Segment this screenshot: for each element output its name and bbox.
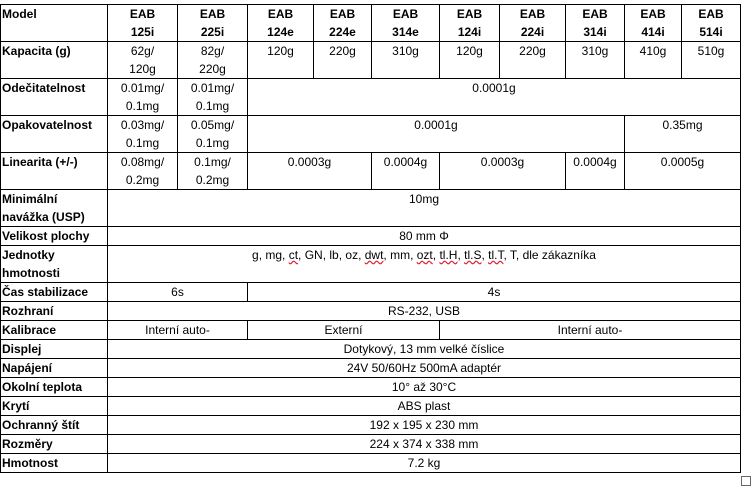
value-cell: 0.0003g bbox=[248, 153, 372, 190]
model-cell: EAB 124i bbox=[440, 5, 500, 42]
value-cell: 80 mm Φ bbox=[108, 227, 741, 246]
model-cell: EAB 224i bbox=[500, 5, 566, 42]
value-cell: Interní auto- bbox=[440, 321, 741, 340]
value-cell: 120g bbox=[248, 42, 314, 79]
value-cell: 6s bbox=[108, 283, 248, 302]
value-cell: RS-232, USB bbox=[108, 302, 741, 321]
odecitatelnost-row bbox=[1, 79, 741, 116]
value-cell: 410g bbox=[625, 42, 682, 79]
resize-handle[interactable] bbox=[741, 476, 751, 486]
row-label: Krytí bbox=[1, 397, 108, 416]
ochranny-stit-row bbox=[1, 416, 741, 435]
value-cell: 0.0001g bbox=[248, 79, 741, 116]
value-cell: 220g bbox=[500, 42, 566, 79]
model-cell: EAB 414i bbox=[625, 5, 682, 42]
row-label: Linearita (+/-) bbox=[1, 153, 108, 190]
value-cell: 120g bbox=[440, 42, 500, 79]
kapacita-row bbox=[1, 42, 741, 79]
kalibrace-row bbox=[1, 321, 741, 340]
row-label: Okolní teplota bbox=[1, 378, 108, 397]
rozmery-row bbox=[1, 435, 741, 454]
value-cell: 0.0004g bbox=[372, 153, 440, 190]
value-cell: Externí bbox=[248, 321, 440, 340]
teplota-row bbox=[1, 378, 741, 397]
linearita-row bbox=[1, 153, 741, 190]
header-label: Model bbox=[1, 5, 108, 42]
value-cell: 224 x 374 x 338 mm bbox=[108, 435, 741, 454]
value-cell: 10° až 30°C bbox=[108, 378, 741, 397]
row-label: Opakovatelnost bbox=[1, 116, 108, 153]
row-label: Rozhraní bbox=[1, 302, 108, 321]
value-cell: ABS plast bbox=[108, 397, 741, 416]
value-cell: 0.1mg/ 0.2mg bbox=[178, 153, 248, 190]
model-cell: EAB 225i bbox=[178, 5, 248, 42]
row-label: Kalibrace bbox=[1, 321, 108, 340]
value-cell: 0.0004g bbox=[566, 153, 625, 190]
value-cell: 310g bbox=[566, 42, 625, 79]
value-cell: Interní auto- bbox=[108, 321, 248, 340]
model-cell: EAB 314e bbox=[372, 5, 440, 42]
row-label: Čas stabilizace bbox=[1, 283, 108, 302]
row-label: Hmotnost bbox=[1, 454, 108, 473]
model-cell: EAB 125i bbox=[108, 5, 178, 42]
opakovatelnost-row bbox=[1, 116, 741, 153]
row-label: Kapacita (g) bbox=[1, 42, 108, 79]
value-cell: 82g/ 220g bbox=[178, 42, 248, 79]
row-label: Rozměry bbox=[1, 435, 108, 454]
value-cell: 62g/ 120g bbox=[108, 42, 178, 79]
value-cell: 0.03mg/ 0.1mg bbox=[108, 116, 178, 153]
value-cell: 0.01mg/ 0.1mg bbox=[178, 79, 248, 116]
value-cell: 0.0003g bbox=[440, 153, 566, 190]
row-label: Napájení bbox=[1, 359, 108, 378]
row-label: Ochranný štít bbox=[1, 416, 108, 435]
kryti-row bbox=[1, 397, 741, 416]
value-cell: 0.35mg bbox=[625, 116, 741, 153]
value-cell: 192 x 195 x 230 mm bbox=[108, 416, 741, 435]
value-cell: 0.01mg/ 0.1mg bbox=[108, 79, 178, 116]
row-label: Odečitatelnost bbox=[1, 79, 108, 116]
value-cell: 24V 50/60Hz 500mA adaptér bbox=[108, 359, 741, 378]
cas-stabilizace-row bbox=[1, 283, 741, 302]
value-cell: 0.05mg/ 0.1mg bbox=[178, 116, 248, 153]
header-row bbox=[1, 5, 741, 42]
model-cell: EAB 314i bbox=[566, 5, 625, 42]
value-cell: 510g bbox=[682, 42, 741, 79]
row-label: Displej bbox=[1, 340, 108, 359]
model-cell: EAB 514i bbox=[682, 5, 741, 42]
value-cell: 0.0005g bbox=[625, 153, 741, 190]
value-cell: 4s bbox=[248, 283, 741, 302]
row-label: Minimální navážka (USP) bbox=[1, 190, 108, 227]
value-cell: 0.0001g bbox=[248, 116, 625, 153]
napajeni-row bbox=[1, 359, 741, 378]
jednotky-row bbox=[1, 246, 741, 283]
value-cell: 7.2 kg bbox=[108, 454, 741, 473]
value-cell: 310g bbox=[372, 42, 440, 79]
value-cell: 220g bbox=[314, 42, 372, 79]
value-cell: 0.08mg/ 0.2mg bbox=[108, 153, 178, 190]
specs-table bbox=[0, 4, 741, 473]
minimalni-navazka-row bbox=[1, 190, 741, 227]
row-label: Velikost plochy bbox=[1, 227, 108, 246]
model-cell: EAB 124e bbox=[248, 5, 314, 42]
model-cell: EAB 224e bbox=[314, 5, 372, 42]
displej-row bbox=[1, 340, 741, 359]
row-label: Jednotky hmotnosti bbox=[1, 246, 108, 283]
velikost-row bbox=[1, 227, 741, 246]
value-cell: g, mg, ct, GN, lb, oz, dwt, mm, ozt, tl.H, tl.S, tl.T, T, dle zákazníka bbox=[108, 246, 741, 283]
hmotnost-row bbox=[1, 454, 741, 473]
rozhrani-row bbox=[1, 302, 741, 321]
value-cell: Dotykový, 13 mm velké číslice bbox=[108, 340, 741, 359]
value-cell: 10mg bbox=[108, 190, 741, 227]
